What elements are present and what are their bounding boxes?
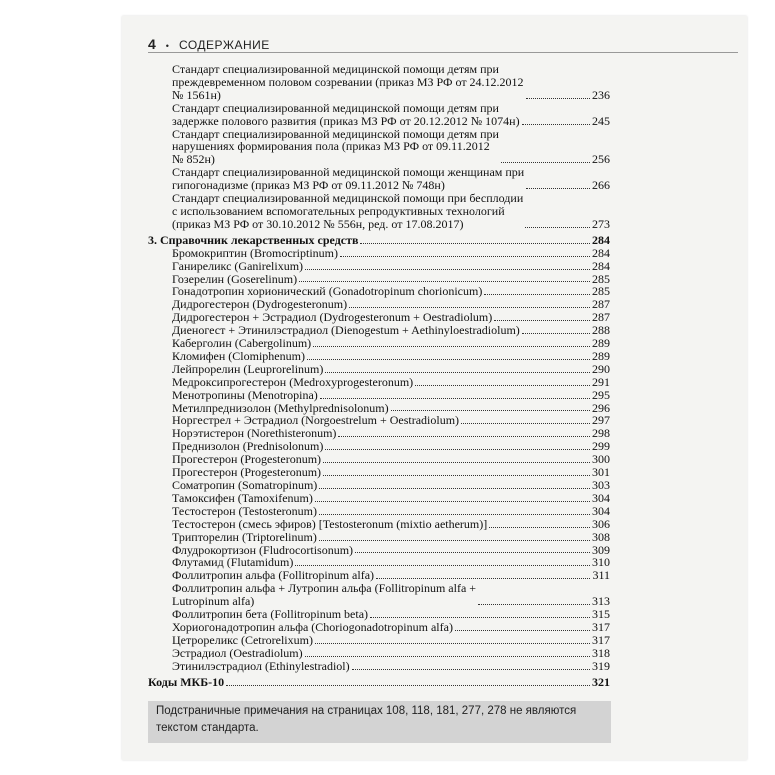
toc-entry-page: 321 — [592, 674, 610, 689]
dot-leader — [338, 436, 590, 437]
dot-leader — [376, 578, 590, 579]
table-of-contents — [148, 63, 610, 689]
toc-entry[interactable] — [148, 492, 610, 505]
toc-entry-label: Флутамид (Flutamidum) — [172, 555, 294, 570]
toc-entry[interactable] — [148, 247, 610, 260]
dot-leader — [340, 256, 590, 257]
dot-leader — [370, 617, 590, 618]
toc-entry-label: Стандарт специализированной медицинской помощи детям при преждевременном половом созревании (приказ МЗ РФ от 24.12.2012 № 1561н) — [172, 62, 524, 102]
drugs-list — [148, 247, 610, 673]
toc-entry-page: 266 — [592, 178, 610, 193]
dot-leader — [415, 385, 590, 386]
toc-entry-page: 296 — [592, 400, 610, 415]
toc-entry[interactable] — [148, 337, 610, 350]
toc-entry[interactable] — [148, 582, 610, 608]
toc-entry[interactable] — [148, 479, 610, 492]
toc-entry-page: 308 — [592, 529, 610, 544]
toc-entry-label: Тестостерон (смесь эфиров) [Testosteronum (mixtio aetherum)] — [172, 516, 488, 531]
toc-entry[interactable] — [148, 260, 610, 273]
toc-entry[interactable] — [148, 531, 610, 544]
toc-entry-label: Стандарт специализированной медицинской помощи детям при нарушениях формирования пола (приказ МЗ РФ от 09.11.2012 № 852н) — [172, 126, 499, 167]
dot-leader — [360, 243, 590, 244]
toc-entry-label: Каберголин (Cabergolinum) — [172, 336, 312, 351]
toc-entry[interactable] — [148, 166, 610, 192]
toc-entry-page: 284 — [592, 232, 610, 247]
toc-entry-label: Флудрокортизон (Fludrocortisonum) — [172, 542, 354, 557]
toc-section-icd[interactable] — [148, 676, 610, 689]
toc-entry-page: 311 — [592, 568, 610, 583]
dot-leader — [299, 281, 590, 282]
toc-entry[interactable] — [148, 63, 610, 102]
dot-leader — [319, 488, 590, 489]
toc-entry-label: Менотропины (Menotropina) — [172, 387, 318, 402]
toc-entry-page: 304 — [592, 490, 610, 505]
toc-entry-label: Стандарт специализированной медицинской помощи детям при задержке полового развития (приказ МЗ РФ от 20.12.2012 № 1074н) — [172, 100, 520, 128]
toc-entry-page: 295 — [592, 387, 610, 402]
toc-entry-page: 299 — [592, 439, 610, 454]
toc-entry-label: Диеногест + Этинилэстрадиол (Dienogestum + Aethinyloestradiolum) — [172, 323, 520, 338]
dot-leader — [525, 227, 590, 228]
toc-entry-label: Норгестрел + Эстрадиол (Norgoestrelum + Oestradiolum) — [172, 413, 460, 428]
running-title: СОДЕРЖАНИЕ — [178, 38, 270, 52]
toc-entry[interactable] — [148, 192, 610, 231]
dot-leader — [226, 685, 590, 686]
dot-leader — [315, 501, 590, 502]
toc-entry-page: 318 — [592, 645, 610, 660]
dot-leader — [526, 188, 590, 189]
toc-entry[interactable] — [148, 389, 610, 402]
toc-entry-page: 285 — [592, 284, 610, 299]
dot-leader — [307, 359, 590, 360]
toc-entry-page: 236 — [592, 87, 610, 102]
toc-entry[interactable] — [148, 376, 610, 389]
toc-entry-page: 245 — [592, 113, 610, 128]
dot-leader — [323, 462, 590, 463]
toc-entry-page: 289 — [592, 348, 610, 363]
dot-leader — [455, 630, 590, 631]
toc-entry-label: Фоллитропин бета (Follitropinum beta) — [172, 607, 369, 622]
dot-leader — [478, 604, 590, 605]
toc-entry-page: 317 — [592, 632, 610, 647]
toc-entry-page: 288 — [592, 323, 610, 338]
toc-entry-label: Бромокриптин (Bromocriptinum) — [172, 245, 339, 260]
dot-leader — [319, 540, 590, 541]
dot-leader — [323, 475, 590, 476]
dot-leader — [391, 410, 590, 411]
header-divider — [148, 52, 738, 53]
dot-leader — [320, 398, 590, 399]
dot-leader — [489, 527, 590, 528]
dot-leader — [484, 294, 590, 295]
toc-entry-label: 3. Справочник лекарственных средств — [148, 232, 359, 247]
toc-entry[interactable] — [148, 505, 610, 518]
toc-entry-page: 284 — [592, 258, 610, 273]
toc-entry-page: 301 — [592, 465, 610, 480]
toc-entry-label: Гонадотропин хорионический (Gonadotropinum chorionicum) — [172, 284, 483, 299]
toc-entry-page: 289 — [592, 336, 610, 351]
dot-leader — [313, 346, 590, 347]
toc-entry-label: Хориогонадотропин альфа (Choriogonadotropinum alfa) — [172, 619, 453, 634]
toc-entry-label: Преднизолон (Prednisolonum) — [172, 439, 324, 454]
page-number: 4 — [148, 36, 156, 52]
toc-entry-page: 309 — [592, 542, 610, 557]
dot-leader — [349, 307, 590, 308]
dot-leader — [522, 124, 590, 125]
toc-entry-page: 304 — [592, 503, 610, 518]
toc-entry-label: Дидрогестерон (Dydrogesteronum) — [172, 297, 348, 312]
toc-entry-label: Фоллитропин альфа + Лутропин альфа (Follitropinum alfa + Lutropinum alfa) — [172, 581, 477, 609]
toc-entry[interactable] — [148, 634, 610, 647]
toc-section-3[interactable] — [148, 234, 610, 247]
toc-entry-label: Стандарт специализированной медицинской помощи при бесплодии с использованием вспомогательных репродуктивных технологий (приказ МЗ РФ от 30.10.2012 № 556н, ред. от 17.08.2017) — [172, 191, 524, 231]
toc-entry-page: 310 — [592, 555, 610, 570]
toc-entry-page: 290 — [592, 361, 610, 376]
toc-entry-label: Цетрореликс (Cetrorelixum) — [172, 632, 313, 647]
toc-entry-label: Кломифен (Clomiphenum) — [172, 348, 305, 363]
toc-entry[interactable] — [148, 102, 610, 128]
toc-entry[interactable] — [148, 128, 610, 167]
toc-entry-page: 287 — [592, 310, 610, 325]
dot-leader — [319, 514, 590, 515]
toc-entry-label: Медроксипрогестерон (Medroxyprogesteronum) — [172, 374, 414, 389]
toc-entry-label: Эстрадиол (Oestradiolum) — [172, 645, 303, 660]
dot-leader — [494, 320, 590, 321]
toc-entry-label: Тестостерон (Testosteronum) — [172, 503, 318, 518]
toc-entry-label: Соматропин (Somatropinum) — [172, 478, 318, 492]
dot-leader — [461, 423, 590, 424]
dot-leader — [355, 552, 590, 553]
toc-entry-label: Метилпреднизолон (Methylprednisolonum) — [172, 400, 389, 415]
toc-entry-label: Дидрогестерон + Эстрадиол (Dydrogesteronum + Oestradiolum) — [172, 310, 493, 325]
toc-entry-page: 319 — [592, 658, 610, 673]
footnote-box: Подстраничные примечания на страницах 108, 118, 181, 277, 278 не являются текстом стандарта. — [148, 701, 611, 743]
dot-leader — [305, 656, 590, 657]
toc-entry-label: Норэтистерон (Norethisteronum) — [172, 426, 337, 441]
dot-leader — [522, 333, 590, 334]
dot-leader — [501, 162, 590, 163]
toc-entry-page: 297 — [592, 413, 610, 428]
toc-entry[interactable] — [148, 363, 610, 376]
toc-entry-label: Прогестерон (Progesteronum) — [172, 465, 322, 480]
toc-entry-page: 306 — [592, 516, 610, 531]
toc-entry-page: 291 — [592, 374, 610, 389]
toc-entry-label: Ганиреликс (Ganirelixum) — [172, 258, 304, 273]
toc-entry[interactable] — [148, 621, 610, 634]
running-header — [148, 36, 270, 52]
dot-leader — [305, 269, 590, 270]
toc-entry-label: Фоллитропин альфа (Follitropinum alfa) — [172, 568, 375, 583]
dot-leader — [325, 372, 590, 373]
toc-entry-label: Этинилэстрадиол (Ethinylestradiol) — [172, 658, 350, 673]
toc-entry-label: Тамоксифен (Tamoxifenum) — [172, 490, 313, 505]
toc-entry[interactable] — [148, 647, 610, 660]
toc-entry-page: 285 — [592, 271, 610, 286]
toc-entry-page: 256 — [592, 152, 610, 167]
dot-leader — [315, 643, 590, 644]
toc-entry-page: 317 — [592, 619, 610, 634]
dot-leader — [295, 565, 590, 566]
bullet-icon: • — [165, 41, 169, 51]
dot-leader — [325, 449, 590, 450]
toc-entry-label: Гозерелин (Goserelinum) — [172, 271, 298, 286]
toc-entry[interactable] — [148, 518, 610, 531]
toc-entry-page: 300 — [592, 452, 610, 467]
toc-entry-page: 298 — [592, 426, 610, 441]
dot-leader — [526, 98, 590, 99]
toc-entry-page: 303 — [592, 478, 610, 492]
toc-entry-page: 315 — [592, 607, 610, 622]
toc-entry-page: 284 — [592, 245, 610, 260]
toc-entry-label: Коды МКБ-10 — [148, 674, 225, 689]
toc-entry-label: Лейпрорелин (Leuprorelinum) — [172, 361, 324, 376]
standards-list — [148, 63, 610, 231]
toc-entry-page: 287 — [592, 297, 610, 312]
toc-entry[interactable] — [148, 350, 610, 363]
toc-entry-label: Стандарт специализированной медицинской помощи женщинам при гипогонадизме (приказ МЗ РФ от 09.11.2012 № 748н) — [172, 165, 525, 193]
toc-entry[interactable] — [148, 660, 610, 673]
toc-entry-page: 313 — [592, 594, 610, 609]
dot-leader — [352, 669, 590, 670]
toc-entry-label: Прогестерон (Progesteronum) — [172, 452, 322, 467]
toc-entry-label: Трипторелин (Triptorelinum) — [172, 529, 317, 544]
toc-entry-page: 273 — [592, 216, 610, 231]
